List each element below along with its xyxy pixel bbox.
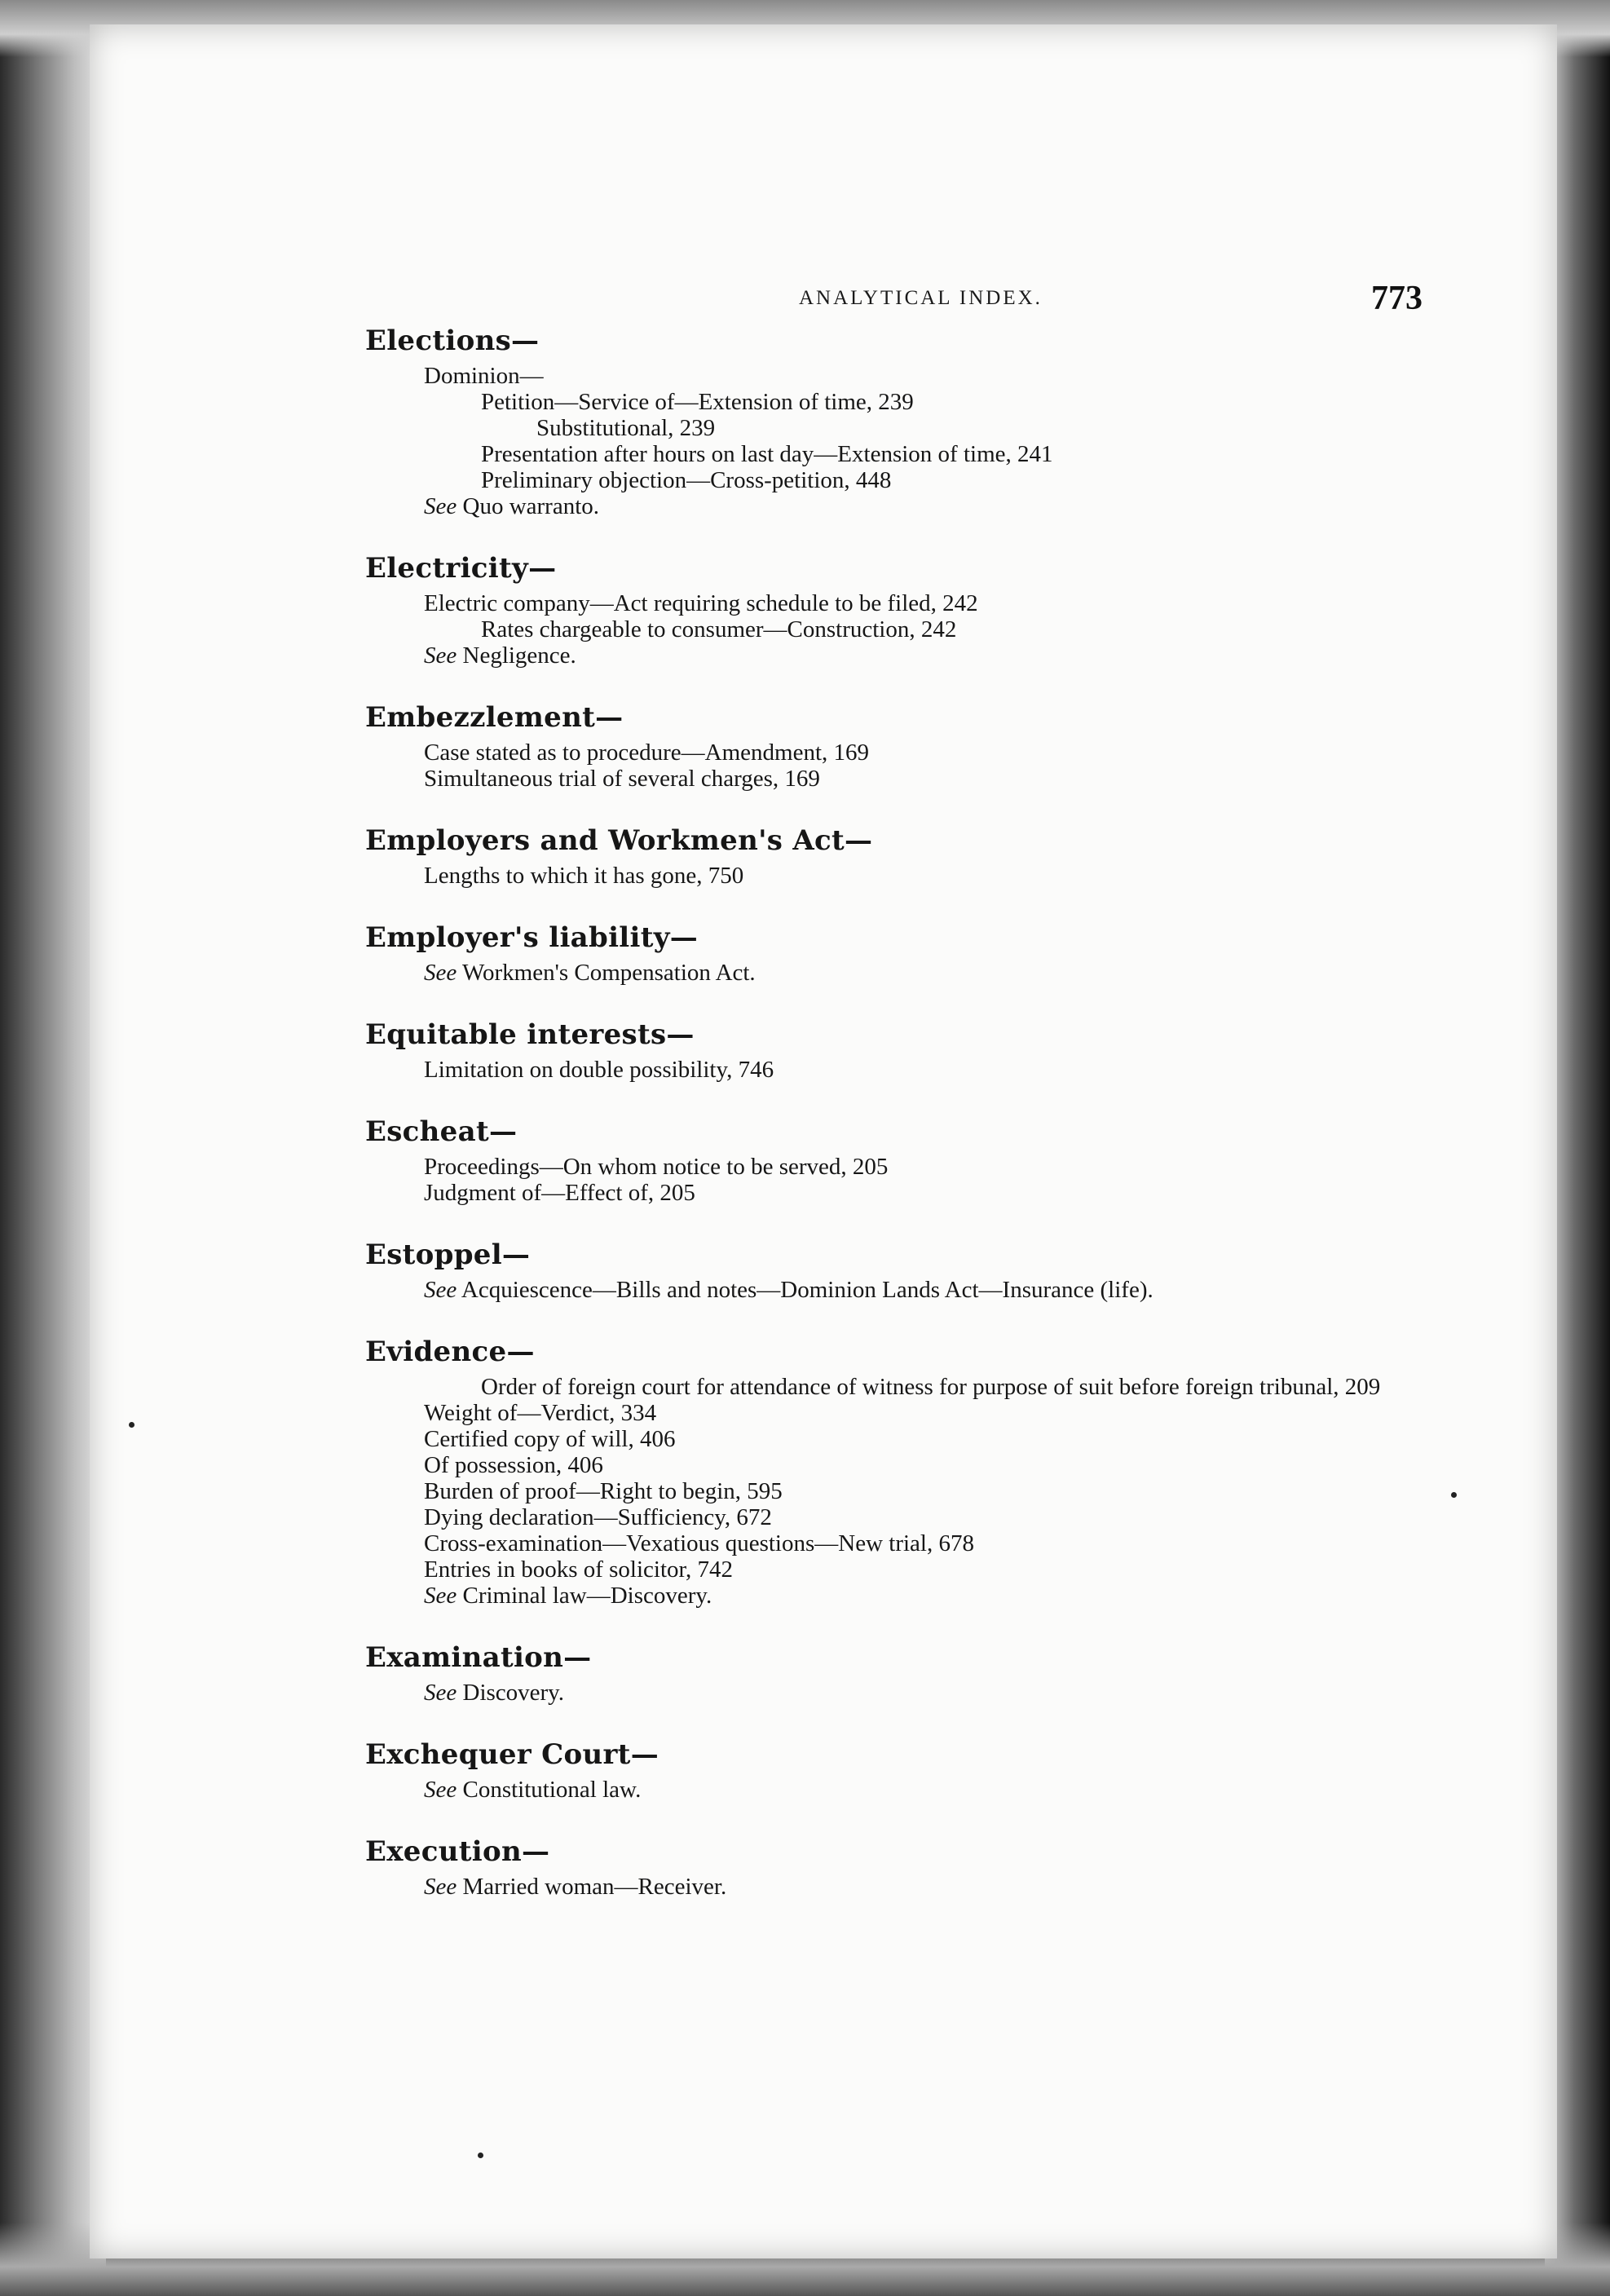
index-subentry xyxy=(365,1452,1360,1478)
see-reference xyxy=(365,642,1360,669)
index-subentry xyxy=(365,766,1360,792)
subentry-text: Acquiescence—Bills and notes—Dominion Lands Act—Insurance (life). xyxy=(457,1277,1153,1303)
index-subentry xyxy=(365,616,1360,642)
see-label: See xyxy=(424,493,457,519)
see-reference xyxy=(365,1874,1360,1900)
subentry-text: Cross-examination—Vexatious questions—New trial, 678 xyxy=(424,1530,974,1556)
index-heading: Evidence— xyxy=(365,1336,535,1368)
index-subentry xyxy=(365,1478,1360,1504)
index-subentry xyxy=(365,1530,1360,1556)
index-heading: Estoppel— xyxy=(365,1239,531,1271)
index-entry xyxy=(365,1639,1360,1706)
index-subentry xyxy=(365,1556,1360,1583)
print-speck xyxy=(478,2152,483,2158)
subentry-text: Constitutional law. xyxy=(457,1777,642,1803)
index-entry xyxy=(365,1736,1360,1803)
see-reference xyxy=(365,1680,1360,1706)
index-heading: Elections— xyxy=(365,325,540,357)
index-entry xyxy=(365,1833,1360,1900)
index-subentry xyxy=(365,590,1360,616)
subentry-text: Rates chargeable to consumer—Construction, 242 xyxy=(481,616,957,642)
subentry-text: Judgment of—Effect of, 205 xyxy=(424,1180,695,1206)
index-heading: Execution— xyxy=(365,1835,550,1868)
index-entry xyxy=(365,322,1360,519)
index-subentry xyxy=(365,389,1360,415)
index-heading: Employer's liability— xyxy=(365,921,699,954)
index-entry xyxy=(365,1016,1360,1083)
see-label: See xyxy=(424,1680,457,1706)
subentry-text: Burden of proof—Right to begin, 595 xyxy=(424,1478,783,1504)
page-number: 773 xyxy=(1371,280,1423,317)
index-subentry xyxy=(365,363,1360,389)
subentry-text: Substitutional, 239 xyxy=(536,415,716,441)
index-subentry xyxy=(365,1057,1360,1083)
index-entry xyxy=(365,1333,1381,1609)
print-speck xyxy=(1451,1492,1457,1498)
index-heading: Embezzlement— xyxy=(365,701,624,734)
see-reference xyxy=(365,493,1360,519)
see-label: See xyxy=(424,1583,457,1609)
index-subentry xyxy=(365,740,1360,766)
index-entry xyxy=(365,699,1360,792)
subentry-text: Simultaneous trial of several charges, 169 xyxy=(424,766,820,792)
subentry-text: Entries in books of solicitor, 742 xyxy=(424,1556,734,1583)
subentry-text: Negligence. xyxy=(457,642,576,669)
running-head: ANALYTICAL INDEX. xyxy=(799,287,1043,309)
index-heading: Employers and Workmen's Act— xyxy=(365,824,873,857)
subentry-text: Certified copy of will, 406 xyxy=(424,1426,676,1452)
index-heading: Escheat— xyxy=(365,1115,518,1148)
index-subentry xyxy=(424,1374,1404,1400)
see-reference xyxy=(365,1777,1360,1803)
index-subentry xyxy=(365,415,1360,441)
subentry-text: Case stated as to procedure—Amendment, 169 xyxy=(424,740,870,766)
see-reference xyxy=(424,1277,1363,1303)
index-subentry xyxy=(365,441,1360,467)
index-heading: Exchequer Court— xyxy=(365,1738,659,1771)
subentry-text: Proceedings—On whom notice to be served, 205 xyxy=(424,1154,889,1180)
index-subentry xyxy=(365,1180,1360,1206)
see-reference xyxy=(365,960,1360,986)
subentry-text: Weight of—Verdict, 334 xyxy=(424,1400,657,1426)
see-label: See xyxy=(424,642,457,669)
print-speck xyxy=(129,1422,135,1428)
index-entry xyxy=(365,550,1360,669)
index-heading: Equitable interests— xyxy=(365,1018,695,1051)
index-subentry xyxy=(365,467,1360,493)
subentry-text: Dominion— xyxy=(424,363,544,389)
index-subentry xyxy=(365,1400,1360,1426)
index-heading: Electricity— xyxy=(365,552,557,585)
subentry-text: Of possession, 406 xyxy=(424,1452,603,1478)
index-heading: Examination— xyxy=(365,1641,592,1674)
index-subentry xyxy=(365,863,1360,889)
subentry-text: Workmen's Compensation Act. xyxy=(457,960,756,986)
analytical-index xyxy=(365,322,1381,1930)
index-entry xyxy=(365,822,1360,889)
subentry-text: Electric company—Act requiring schedule to be filed, 242 xyxy=(424,590,978,616)
index-entry xyxy=(365,1113,1360,1206)
see-label: See xyxy=(424,1277,457,1303)
index-subentry xyxy=(365,1426,1360,1452)
subentry-text: Quo warranto. xyxy=(457,493,600,519)
subentry-text: Lengths to which it has gone, 750 xyxy=(424,863,744,889)
see-reference xyxy=(365,1583,1360,1609)
subentry-text: Limitation on double possibility, 746 xyxy=(424,1057,774,1083)
subentry-text: Preliminary objection—Cross-petition, 448 xyxy=(481,467,892,493)
index-entry xyxy=(365,1236,1360,1303)
subentry-text: Order of foreign court for attendance of witness for purpose of suit before foreign tribunal, 209 xyxy=(481,1374,1381,1400)
see-label: See xyxy=(424,1874,457,1900)
see-label: See xyxy=(424,1777,457,1803)
subentry-text: Discovery. xyxy=(457,1680,565,1706)
see-label: See xyxy=(424,960,457,986)
index-subentry xyxy=(365,1504,1360,1530)
index-entry xyxy=(365,919,1360,986)
subentry-text: Dying declaration—Sufficiency, 672 xyxy=(424,1504,772,1530)
index-subentry xyxy=(365,1154,1360,1180)
subentry-text: Married woman—Receiver. xyxy=(457,1874,727,1900)
subentry-text: Criminal law—Discovery. xyxy=(457,1583,712,1609)
subentry-text: Presentation after hours on last day—Extension of time, 241 xyxy=(481,441,1053,467)
subentry-text: Petition—Service of—Extension of time, 239 xyxy=(481,389,914,415)
